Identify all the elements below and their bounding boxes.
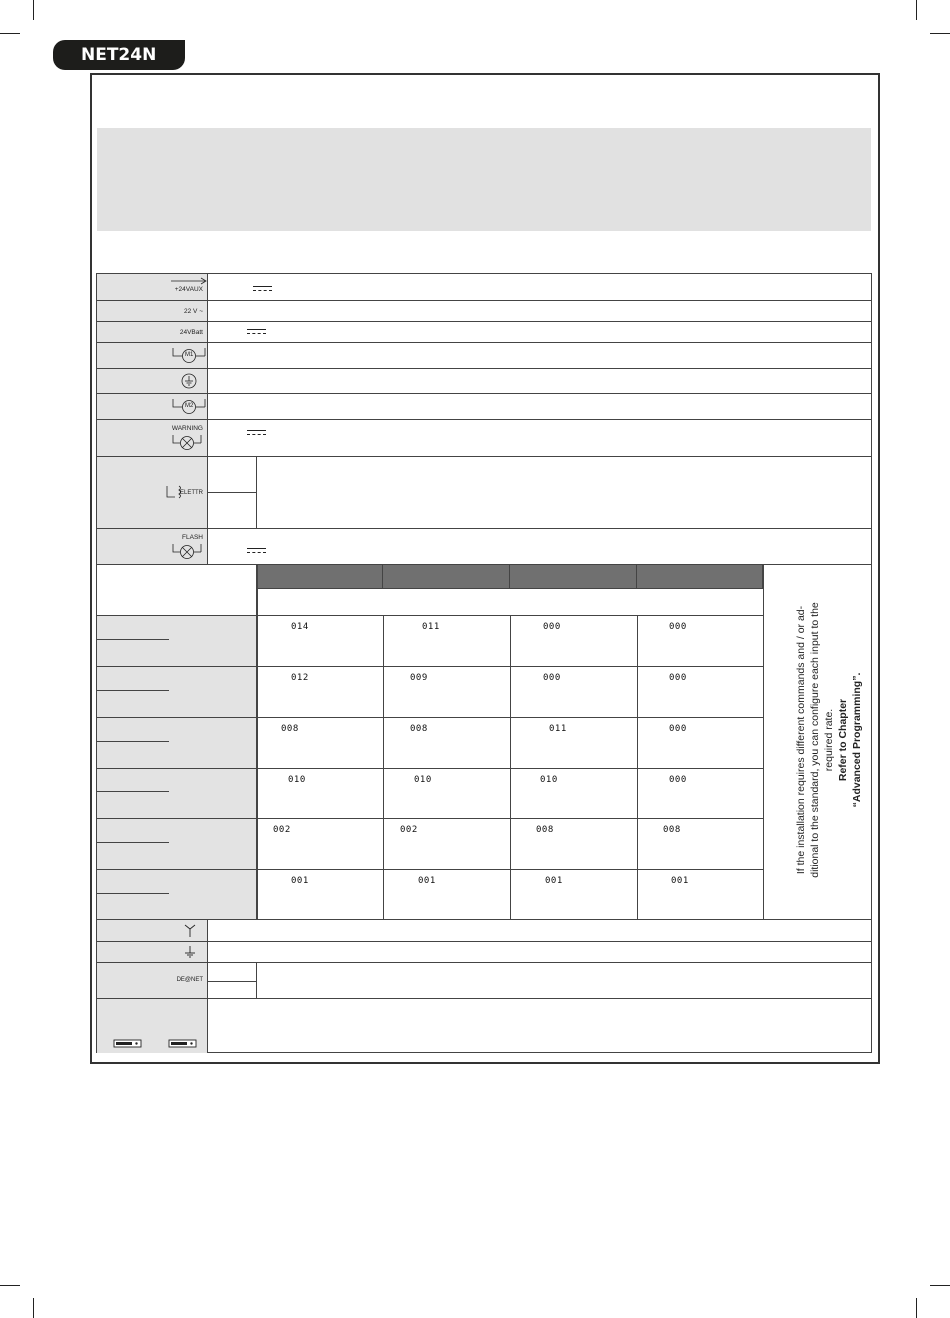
matrix-header — [510, 565, 637, 588]
matrix-value: 008 — [536, 825, 554, 835]
jumper-icon — [114, 1040, 142, 1048]
matrix-value: 000 — [669, 622, 687, 632]
matrix-header — [383, 565, 510, 588]
row-flash — [97, 528, 871, 564]
note-bold: “Advanced Programming”. — [851, 672, 863, 808]
dc-symbol-icon — [253, 286, 272, 291]
matrix-value: 001 — [291, 876, 309, 886]
note-line: If the installation requires different commands and / or ad- — [795, 605, 807, 875]
row-antenna — [97, 919, 871, 941]
antenna-icon — [184, 925, 196, 937]
dc-symbol-icon — [247, 430, 266, 435]
crop-mark — [930, 33, 950, 34]
crop-mark — [916, 0, 917, 20]
matrix-value: 002 — [273, 825, 291, 835]
note-line: ditional to the standard, you can configure each input to the — [809, 602, 821, 878]
ground-icon — [184, 946, 196, 958]
matrix-value: 011 — [422, 622, 440, 632]
crop-mark — [0, 1285, 20, 1286]
terminal-label: +24VAUX — [174, 286, 203, 293]
row-aux — [97, 274, 871, 300]
row-shield — [97, 941, 871, 962]
matrix-value: 008 — [663, 825, 681, 835]
programming-note — [784, 565, 874, 915]
terminal-label: ELETTR — [179, 490, 203, 496]
matrix-value: 008 — [410, 724, 428, 734]
row-ground — [97, 368, 871, 393]
matrix-value: 014 — [291, 622, 309, 632]
model-badge: NET24N — [53, 40, 185, 70]
crop-mark — [930, 1285, 950, 1286]
matrix-value: 008 — [281, 724, 299, 734]
terminal-label: 24VBatt — [179, 329, 203, 336]
row-denet — [97, 962, 871, 998]
row-batt — [97, 321, 871, 342]
row-elettr — [97, 456, 871, 528]
crop-mark — [33, 0, 34, 20]
matrix-value: 001 — [418, 876, 436, 886]
crop-mark — [33, 1298, 34, 1318]
matrix-value: 000 — [669, 673, 687, 683]
terminal-label: M1 — [185, 352, 194, 358]
row-jumpers — [97, 998, 871, 1053]
row-m2 — [97, 393, 871, 419]
matrix-value: 000 — [543, 622, 561, 632]
input-label — [97, 718, 257, 768]
input-label — [97, 616, 257, 666]
matrix-value: 012 — [291, 673, 309, 683]
matrix-value: 000 — [669, 775, 687, 785]
terminal-label: 22 V ~ — [184, 308, 203, 315]
earth-icon — [181, 373, 197, 389]
connection-table — [96, 273, 872, 1053]
row-warning — [97, 419, 871, 456]
row-ac — [97, 300, 871, 321]
note-bold: Refer to Chapter — [837, 698, 849, 782]
matrix-value: 002 — [400, 825, 418, 835]
matrix-value: 011 — [549, 724, 567, 734]
terminal-label: FLASH — [182, 534, 203, 541]
matrix-value: 010 — [414, 775, 432, 785]
arrow-icon — [171, 277, 211, 285]
dc-symbol-icon — [247, 548, 266, 553]
matrix-value: 009 — [410, 673, 428, 683]
matrix-value: 001 — [545, 876, 563, 886]
matrix-value: 010 — [540, 775, 558, 785]
terminal-label: M2 — [185, 403, 194, 409]
row-m1 — [97, 342, 871, 368]
crop-mark — [916, 1298, 917, 1318]
matrix-value: 001 — [671, 876, 689, 886]
matrix-value: 010 — [288, 775, 306, 785]
input-label — [97, 819, 257, 869]
matrix-value: 000 — [669, 724, 687, 734]
lamp-icon — [173, 544, 209, 560]
note-line: required rate. — [823, 708, 835, 772]
crop-mark — [0, 33, 20, 34]
matrix-header — [257, 565, 383, 588]
input-matrix — [97, 564, 871, 919]
jumper-icon — [169, 1040, 197, 1048]
matrix-value: 000 — [543, 673, 561, 683]
terminal-label: DE@NET — [176, 977, 203, 983]
matrix-header — [637, 565, 763, 588]
terminal-label: WARNING — [171, 425, 203, 432]
input-label — [97, 667, 257, 717]
lamp-icon — [173, 435, 209, 451]
input-label — [97, 769, 257, 818]
dc-symbol-icon — [247, 329, 266, 334]
title-area — [97, 128, 871, 231]
input-label — [97, 870, 257, 920]
